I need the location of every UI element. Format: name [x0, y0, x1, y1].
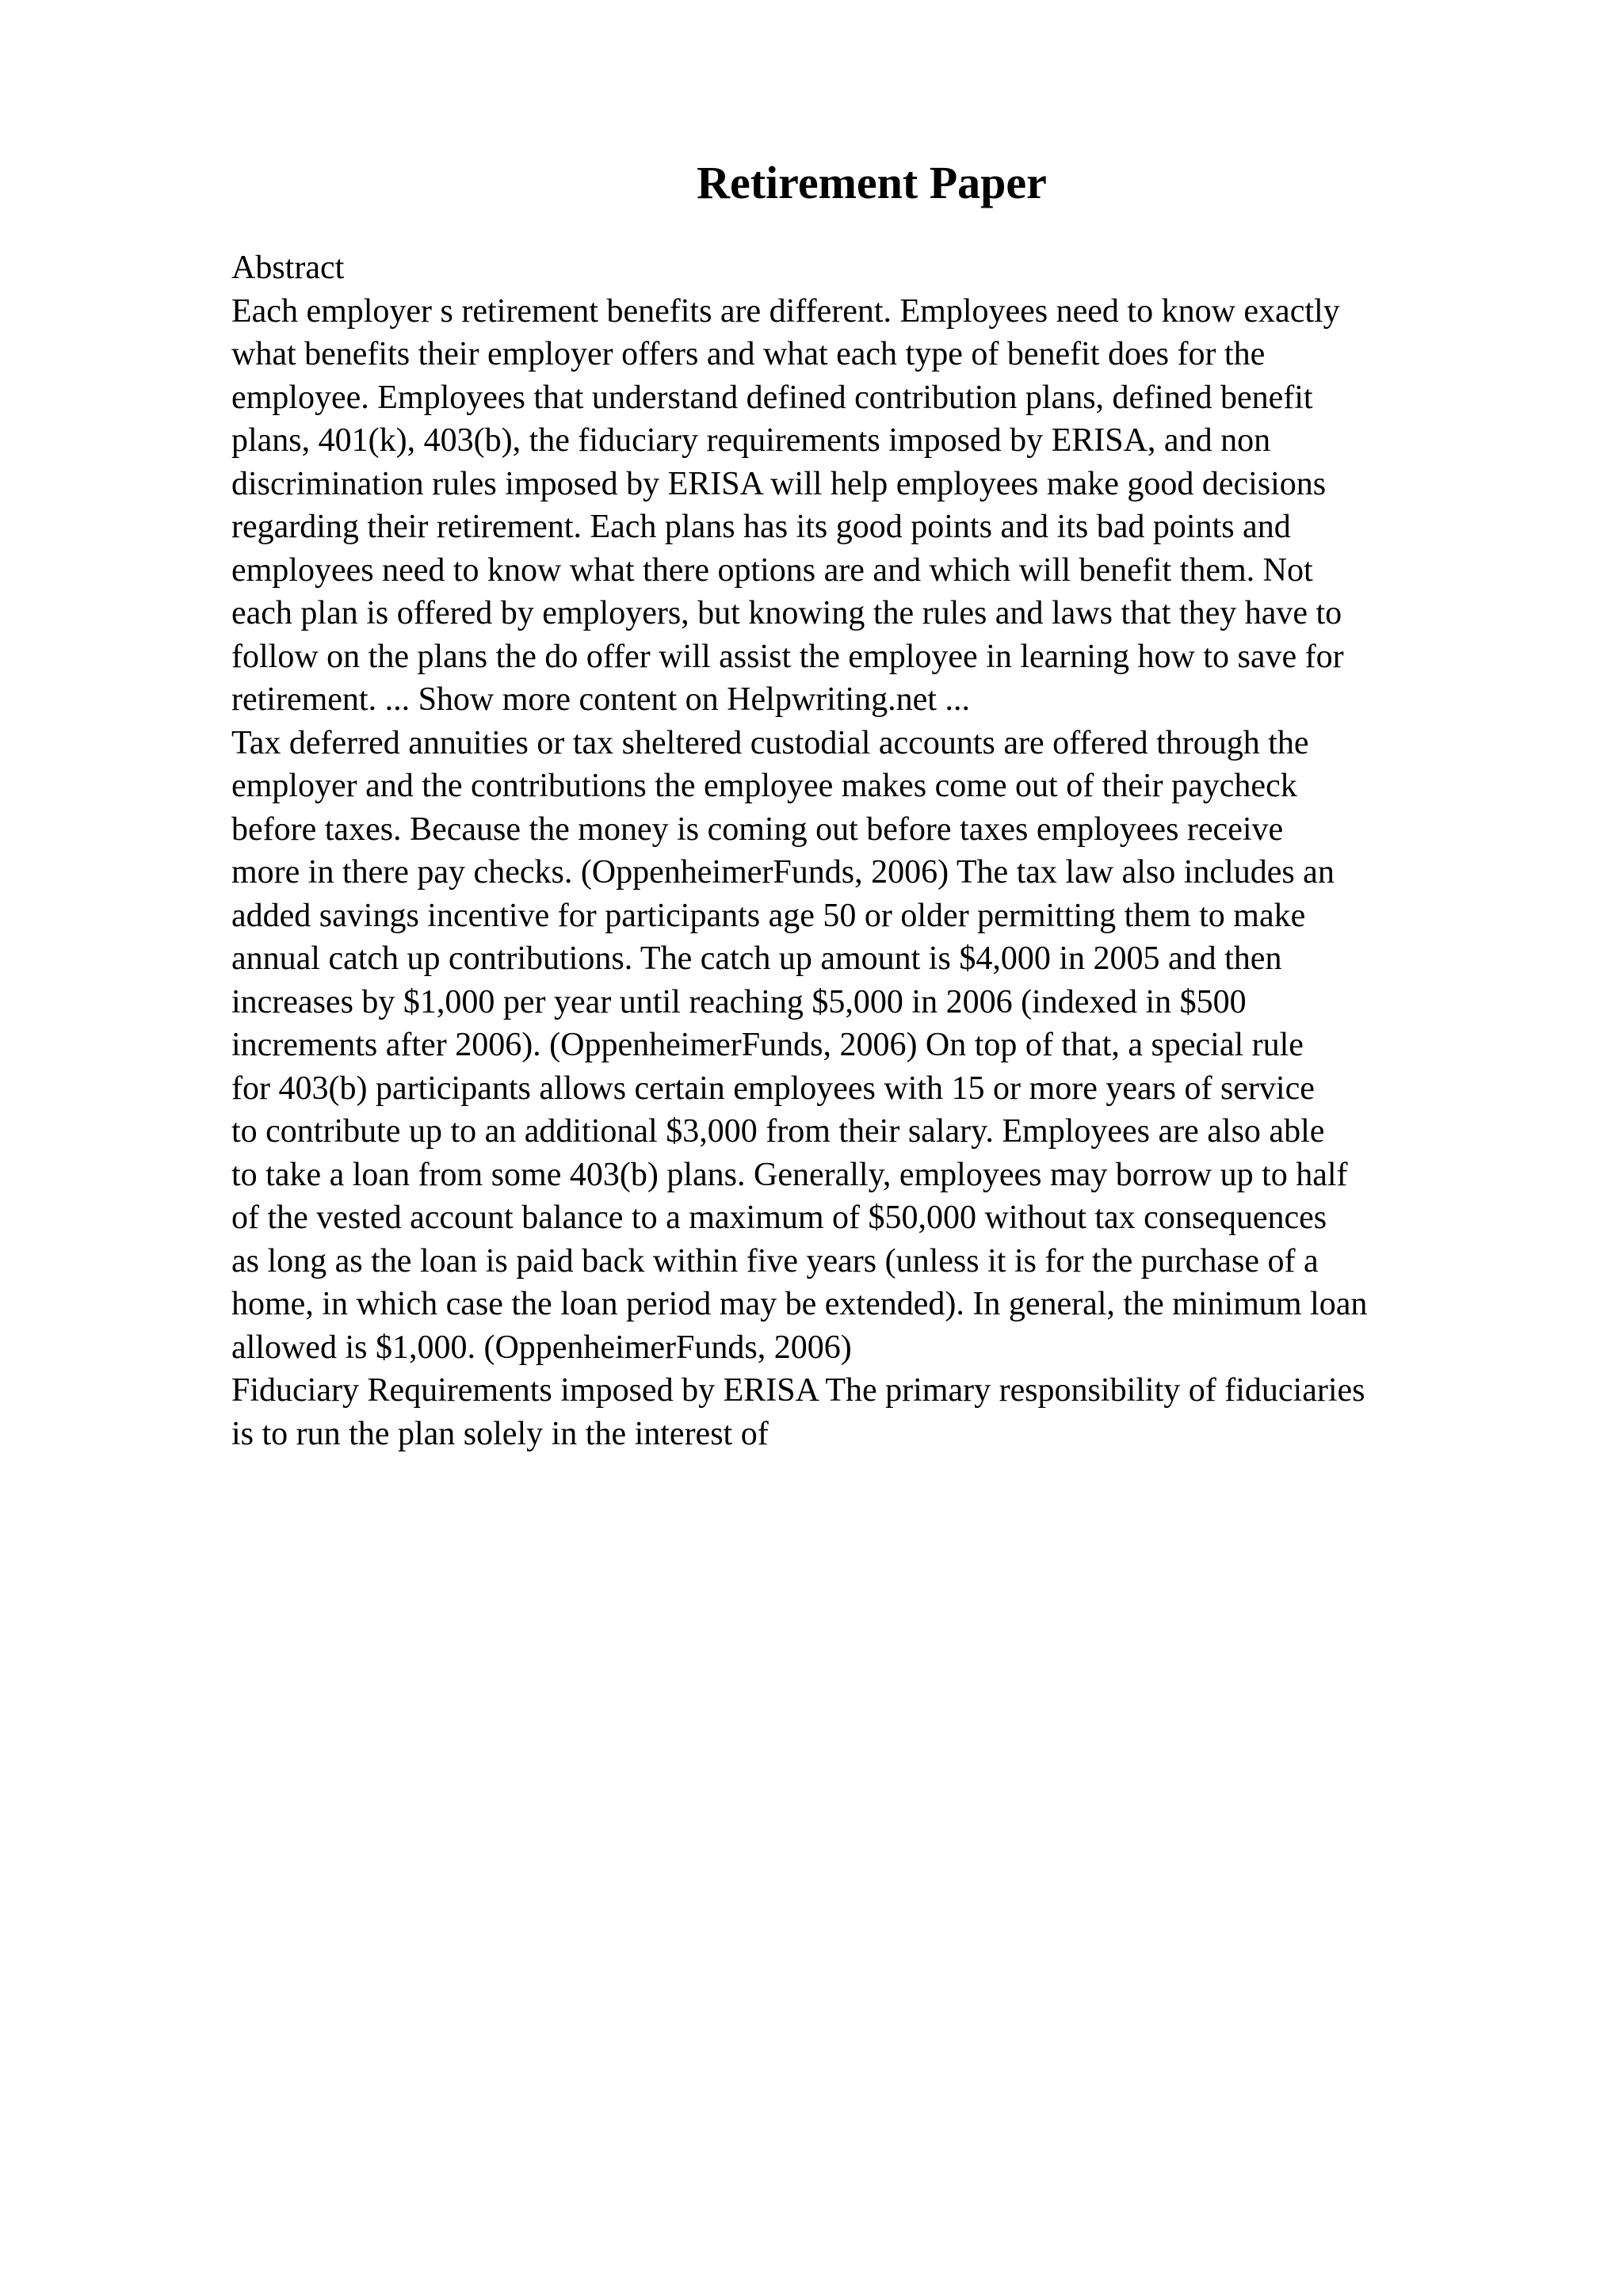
text-line: to take a loan from some 403(b) plans. Generally, employees may borrow up to half: [231, 1156, 1348, 1193]
text-line: to contribute up to an additional $3,000 from their salary. Employees are also able: [231, 1113, 1325, 1150]
text-line: as long as the loan is paid back within five years (unless it is for the purchase of a: [231, 1242, 1319, 1280]
text-line: employer and the contributions the employee makes come out of their paycheck: [231, 768, 1297, 804]
text-line: home, in which case the loan period may be extended). In general, the minimum loan: [231, 1286, 1368, 1322]
text-line: allowed is $1,000. (OppenheimerFunds, 2006): [231, 1329, 852, 1366]
text-line: of the vested account balance to a maximum of $50,000 without tax consequences: [231, 1199, 1327, 1236]
text-line: Fiduciary Requirements imposed by ERISA The primary responsibility of fiduciaries: [231, 1372, 1365, 1409]
show-more-line: retirement. ... Show more content on Helpwriting.net ...: [231, 681, 970, 718]
text-line: employee. Employees that understand defined contribution plans, defined benefit: [231, 379, 1313, 416]
text-line: follow on the plans the do offer will assist the employee in learning how to save for: [231, 638, 1344, 675]
text-line: before taxes. Because the money is coming out before taxes employees receive: [231, 810, 1284, 848]
text-line: increments after 2006). (OppenheimerFunds, 2006) On top of that, a special rule: [231, 1027, 1304, 1063]
text-line: regarding their retirement. Each plans has its good points and its bad points and: [231, 509, 1291, 545]
text-line: more in there pay checks. (OppenheimerFunds, 2006) The tax law also includes an: [231, 854, 1335, 891]
text-line: discrimination rules imposed by ERISA will help employees make good decisions: [231, 465, 1327, 502]
text-line: Tax deferred annuities or tax sheltered custodial accounts are offered through the: [231, 724, 1309, 761]
document-title: Retirement Paper: [697, 157, 1047, 208]
text-line: Each employer s retirement benefits are different. Employees need to know exactly: [231, 292, 1340, 330]
text-line: what benefits their employer offers and what each type of benefit does for the: [231, 336, 1266, 372]
text-line: increases by $1,000 per year until reaching $5,000 in 2006 (indexed in $500: [231, 983, 1247, 1020]
abstract-heading: Abstract: [231, 250, 345, 286]
text-line: for 403(b) participants allows certain employees with 15 or more years of service: [231, 1070, 1315, 1107]
text-line: annual catch up contributions. The catch up amount is $4,000 in 2005 and then: [231, 940, 1282, 977]
text-line: each plan is offered by employers, but knowing the rules and laws that they have to: [231, 595, 1342, 631]
text-line: is to run the plan solely in the interest of: [231, 1415, 769, 1452]
text-line: plans, 401(k), 403(b), the fiduciary requirements imposed by ERISA, and non: [231, 422, 1271, 459]
document-body: [231, 246, 1507, 1455]
text-line: employees need to know what there options are and which will benefit them. Not: [231, 551, 1313, 589]
text-line: added savings incentive for participants age 50 or older permitting them to make: [231, 897, 1306, 934]
